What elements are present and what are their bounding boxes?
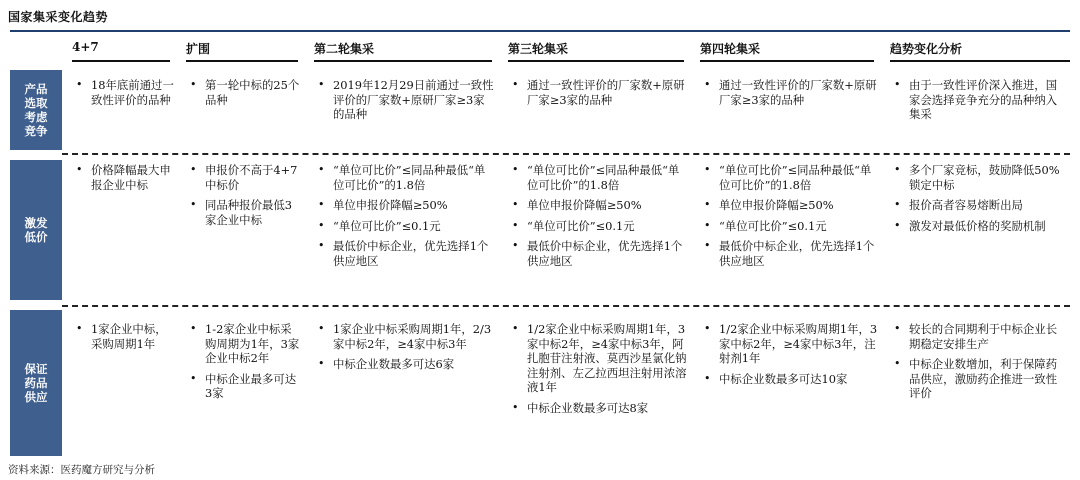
cell-r2-c3: [508, 322, 688, 422]
col-underline: [186, 60, 298, 62]
bullet-item: • 由于一致性评价深入推进，国家会选择竞争充分的品种纳入集采: [890, 78, 1068, 122]
cell-r1-c2: [314, 163, 494, 275]
row-label-product-selection: [10, 70, 62, 150]
cell-r2-c1: [186, 322, 300, 407]
bullet-item: • “单位可比价”≤0.1元: [314, 219, 494, 234]
bullet-list: [186, 163, 300, 227]
bullet-list: [700, 163, 880, 269]
col-header-trend: 趋势变化分析: [890, 42, 963, 56]
bullet-item: • 1家企业中标，采购周期1年: [72, 322, 176, 351]
bullet-item: • 通过一致性评价的厂家数+原研厂家≥3家的品种: [508, 78, 688, 107]
bullet-item: • 通过一致性评价的厂家数+原研厂家≥3家的品种: [700, 78, 880, 107]
cell-r1-c0: [72, 163, 176, 198]
row-divider: [62, 153, 1070, 155]
bullet-list: [314, 322, 494, 372]
bullet-list: [508, 78, 688, 107]
bullet-item: • “单位可比价”≤同品种最低“单位可比价”的1.8倍: [314, 163, 494, 192]
cell-r2-c4: [700, 322, 880, 392]
col-header-4plus7: 4+7: [72, 40, 99, 54]
bullet-item: • 最低价中标企业，优先选择1个供应地区: [700, 239, 880, 268]
bullet-list: [72, 78, 176, 107]
cell-r1-c4: [700, 163, 880, 275]
col-underline: [72, 60, 170, 62]
col-underline: [314, 60, 492, 62]
bullet-item: • 激发对最低价格的奖励机制: [890, 219, 1068, 234]
bullet-list: [890, 163, 1068, 233]
bullet-list: [186, 78, 300, 107]
cell-r1-c1: [186, 163, 300, 233]
row-label-low-price: [10, 160, 62, 300]
bullet-item: • 1家企业中标采购周期1年，2/3家中标2年，≥4家中标3年: [314, 322, 494, 351]
bullet-item: • 最低价中标企业，优先选择1个供应地区: [508, 239, 688, 268]
cell-r0-c4: [700, 78, 880, 113]
row-label-supply: [10, 310, 62, 456]
col-header-round4: 第四轮集采: [700, 42, 761, 56]
bullet-item: • 1/2家企业中标采购周期1年，3家中标2年，≥4家中标3年，注射剂1年: [700, 322, 880, 366]
bullet-list: [508, 163, 688, 269]
bullet-item: • “单位可比价”≤同品种最低“单位可比价”的1.8倍: [700, 163, 880, 192]
bullet-item: • 中标企业数最多可达8家: [508, 401, 688, 416]
bullet-item: • 单位申报价降幅≥50%: [314, 198, 494, 213]
bullet-item: • 单位申报价降幅≥50%: [700, 198, 880, 213]
cell-r0-c5: [890, 78, 1068, 128]
source-note: 资料来源：医药魔方研究与分析: [8, 464, 155, 476]
col-header-kuowei: 扩围: [186, 42, 211, 56]
bullet-list: [186, 322, 300, 401]
bullet-item: • 第一轮中标的25个品种: [186, 78, 300, 107]
cell-r0-c1: [186, 78, 300, 113]
row-label-text: 产品 选取 考虑 竞争: [24, 82, 48, 138]
bullet-item: • 报价高者容易熔断出局: [890, 198, 1068, 213]
col-underline: [508, 60, 684, 62]
bullet-item: • “单位可比价”≤0.1元: [508, 219, 688, 234]
cell-r1-c3: [508, 163, 688, 275]
cell-r2-c0: [72, 322, 176, 357]
bullet-item: • 多个厂家竞标，鼓励降低50%锁定中标: [890, 163, 1068, 192]
bullet-list: [72, 163, 176, 192]
cell-r2-c2: [314, 322, 494, 378]
bullet-item: • 单位申报价降幅≥50%: [508, 198, 688, 213]
bullet-item: • 申报价不高于4+7中标价: [186, 163, 300, 192]
row-divider: [62, 305, 1070, 307]
cell-r0-c0: [72, 78, 176, 113]
bullet-item: • 中标企业数最多可达10家: [700, 372, 880, 387]
bullet-list: [700, 78, 880, 107]
bullet-list: [314, 78, 494, 122]
bullet-list: [508, 322, 688, 416]
bullet-item: • 中标企业最多可达3家: [186, 372, 300, 401]
bullet-list: [890, 78, 1068, 122]
col-underline: [890, 60, 1070, 62]
row-label-text: 保证 药品 供应: [24, 362, 48, 404]
bullet-list: [890, 322, 1068, 401]
bullet-list: [314, 163, 494, 269]
bullet-item: • 2019年12月29日前通过一致性评价的厂家数+原研厂家≥3家的品种: [314, 78, 494, 122]
bullet-item: • 1-2家企业中标采购周期为1年，3家企业中标2年: [186, 322, 300, 366]
bullet-item: • 同品种报价最低3家企业中标: [186, 198, 300, 227]
col-header-round2: 第二轮集采: [314, 42, 375, 56]
bullet-item: • 1/2家企业中标采购周期1年，3家中标2年，≥4家中标3年，阿扎胞苷注射液、莫西沙星氯化钠注射剂、左乙拉西坦注射用浓溶液1年: [508, 322, 688, 395]
col-underline: [700, 60, 874, 62]
bullet-item: • 较长的合同期利于中标企业长期稳定安排生产: [890, 322, 1068, 351]
cell-r1-c5: [890, 163, 1068, 239]
bullet-list: [72, 322, 176, 351]
bullet-item: • 中标企业数增加，利于保障药品供应，激励药企推进一致性评价: [890, 357, 1068, 401]
row-label-text: 激发 低价: [24, 216, 48, 244]
page-title: 国家集采变化趋势: [8, 10, 109, 24]
bullet-list: [700, 322, 880, 386]
cell-r0-c3: [508, 78, 688, 113]
title-underline: [10, 30, 1070, 32]
bullet-item: • “单位可比价”≤同品种最低“单位可比价”的1.8倍: [508, 163, 688, 192]
cell-r0-c2: [314, 78, 494, 128]
cell-r2-c5: [890, 322, 1068, 407]
col-header-round3: 第三轮集采: [508, 42, 569, 56]
bullet-item: • “单位可比价”≤0.1元: [700, 219, 880, 234]
bullet-item: • 中标企业数最多可达6家: [314, 357, 494, 372]
bullet-item: • 价格降幅最大申报企业中标: [72, 163, 176, 192]
bullet-item: • 18年底前通过一致性评价的品种: [72, 78, 176, 107]
bullet-item: • 最低价中标企业，优先选择1个供应地区: [314, 239, 494, 268]
